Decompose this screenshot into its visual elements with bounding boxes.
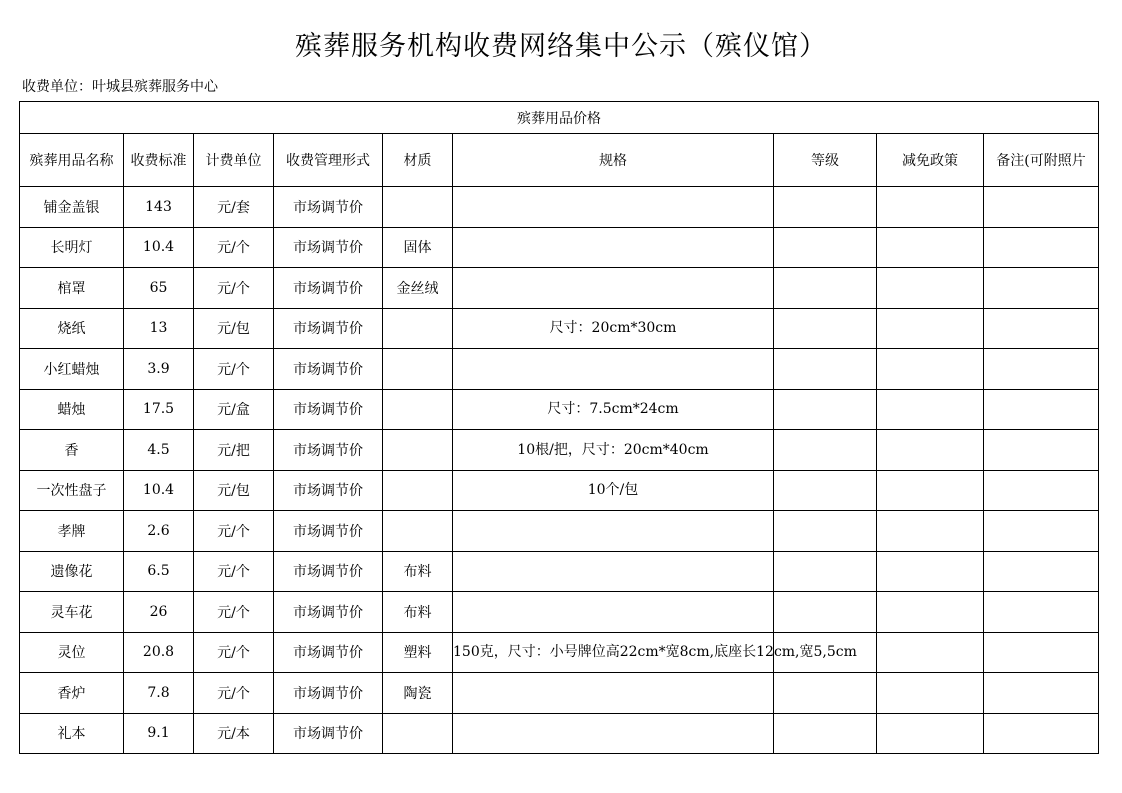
item-note [984,511,1099,552]
item-policy [877,187,984,228]
item-price: 6.5 [124,551,194,592]
item-management: 市场调节价 [274,430,383,471]
item-grade [774,227,877,268]
item-unit: 元/包 [194,308,274,349]
table-row [20,227,1099,268]
item-note [984,227,1099,268]
header-material: 材质 [383,134,453,187]
charging-unit: 收费单位：叶城县殡葬服务中心 [22,79,218,95]
item-policy [877,673,984,714]
item-policy [877,632,984,673]
item-note [984,187,1099,228]
item-grade [774,713,877,754]
item-unit: 元/个 [194,511,274,552]
item-price: 10.4 [124,227,194,268]
item-policy [877,308,984,349]
item-price: 20.8 [124,632,194,673]
table-row [20,430,1099,471]
item-unit: 元/个 [194,551,274,592]
item-grade [774,470,877,511]
section-header: 殡葬用品价格 [20,102,1099,134]
item-spec [453,511,774,552]
item-note [984,551,1099,592]
item-policy [877,470,984,511]
item-price: 2.6 [124,511,194,552]
item-name: 铺金盖银 [20,187,124,228]
item-price: 13 [124,308,194,349]
item-unit: 元/个 [194,349,274,390]
item-spec [453,551,774,592]
item-price: 26 [124,592,194,633]
item-management: 市场调节价 [274,673,383,714]
item-material [383,349,453,390]
item-price: 143 [124,187,194,228]
table-row [20,470,1099,511]
item-policy [877,592,984,633]
item-management: 市场调节价 [274,227,383,268]
page-title: 殡葬服务机构收费网络集中公示（殡仪馆） [295,31,827,62]
item-policy [877,551,984,592]
item-unit: 元/个 [194,632,274,673]
item-management: 市场调节价 [274,592,383,633]
item-material [383,389,453,430]
item-policy [877,227,984,268]
item-name: 礼本 [20,713,124,754]
item-note [984,632,1099,673]
item-price: 65 [124,268,194,309]
item-name: 灵车花 [20,592,124,633]
item-note [984,389,1099,430]
item-material [383,511,453,552]
item-grade [774,308,877,349]
item-unit: 元/套 [194,187,274,228]
item-management: 市场调节价 [274,389,383,430]
item-material [383,430,453,471]
item-spec: 10根/把，尺寸：20cm*40cm [453,430,774,471]
table-row [20,389,1099,430]
header-note: 备注(可附照片 [984,134,1099,187]
item-management: 市场调节价 [274,268,383,309]
table-row [20,673,1099,714]
header-policy: 减免政策 [877,134,984,187]
item-name: 烧纸 [20,308,124,349]
item-unit: 元/盒 [194,389,274,430]
item-name: 灵位 [20,632,124,673]
item-management: 市场调节价 [274,551,383,592]
fee-table [19,101,1099,754]
table-row [20,349,1099,390]
item-material: 金丝绒 [383,268,453,309]
item-spec: 150克，尺寸：小号牌位高22cm*宽8cm,底座长12cm,宽5,5cm [453,632,774,673]
item-management: 市场调节价 [274,187,383,228]
item-note [984,713,1099,754]
header-management: 收费管理形式 [274,134,383,187]
item-unit: 元/把 [194,430,274,471]
item-price: 17.5 [124,389,194,430]
item-spec [453,349,774,390]
item-unit: 元/包 [194,470,274,511]
header-spec: 规格 [453,134,774,187]
item-note [984,430,1099,471]
item-grade [774,592,877,633]
item-material: 陶瓷 [383,673,453,714]
item-name: 棺罩 [20,268,124,309]
item-name: 小红蜡烛 [20,349,124,390]
item-management: 市场调节价 [274,511,383,552]
item-price: 9.1 [124,713,194,754]
item-spec [453,227,774,268]
item-policy [877,349,984,390]
item-grade [774,187,877,228]
item-name: 遗像花 [20,551,124,592]
table-row [20,592,1099,633]
item-grade [774,551,877,592]
item-material: 塑料 [383,632,453,673]
header-unit: 计费单位 [194,134,274,187]
item-price: 4.5 [124,430,194,471]
item-name: 长明灯 [20,227,124,268]
item-price: 3.9 [124,349,194,390]
item-name: 蜡烛 [20,389,124,430]
item-material [383,308,453,349]
item-spec [453,713,774,754]
table-row [20,551,1099,592]
item-spec [453,187,774,228]
item-name: 香炉 [20,673,124,714]
item-spec: 10个/包 [453,470,774,511]
item-policy [877,713,984,754]
item-price: 10.4 [124,470,194,511]
table-row [20,632,1099,673]
item-policy [877,430,984,471]
item-unit: 元/个 [194,227,274,268]
item-management: 市场调节价 [274,349,383,390]
item-grade [774,389,877,430]
item-spec: 尺寸：20cm*30cm [453,308,774,349]
item-spec [453,592,774,633]
item-management: 市场调节价 [274,470,383,511]
item-management: 市场调节价 [274,713,383,754]
table-row [20,308,1099,349]
item-policy [877,389,984,430]
item-grade [774,268,877,309]
item-grade [774,349,877,390]
item-policy [877,268,984,309]
item-unit: 元/本 [194,713,274,754]
item-material [383,470,453,511]
item-note [984,592,1099,633]
header-grade: 等级 [774,134,877,187]
table-row [20,713,1099,754]
item-name: 孝牌 [20,511,124,552]
item-spec [453,673,774,714]
item-unit: 元/个 [194,592,274,633]
item-material: 布料 [383,592,453,633]
item-material: 固体 [383,227,453,268]
table-row [20,511,1099,552]
item-note [984,308,1099,349]
item-spec [453,268,774,309]
item-management: 市场调节价 [274,632,383,673]
header-price: 收费标准 [124,134,194,187]
item-unit: 元/个 [194,673,274,714]
item-grade [774,511,877,552]
table-row [20,268,1099,309]
item-material [383,187,453,228]
header-item-name: 殡葬用品名称 [20,134,124,187]
item-note [984,349,1099,390]
item-note [984,470,1099,511]
item-spec: 尺寸：7.5cm*24cm [453,389,774,430]
item-unit: 元/个 [194,268,274,309]
item-policy [877,511,984,552]
item-material [383,713,453,754]
item-name: 一次性盘子 [20,470,124,511]
item-material: 布料 [383,551,453,592]
item-note [984,673,1099,714]
item-note [984,268,1099,309]
table-row [20,187,1099,228]
item-price: 7.8 [124,673,194,714]
item-grade [774,430,877,471]
item-grade [774,673,877,714]
item-name: 香 [20,430,124,471]
item-management: 市场调节价 [274,308,383,349]
